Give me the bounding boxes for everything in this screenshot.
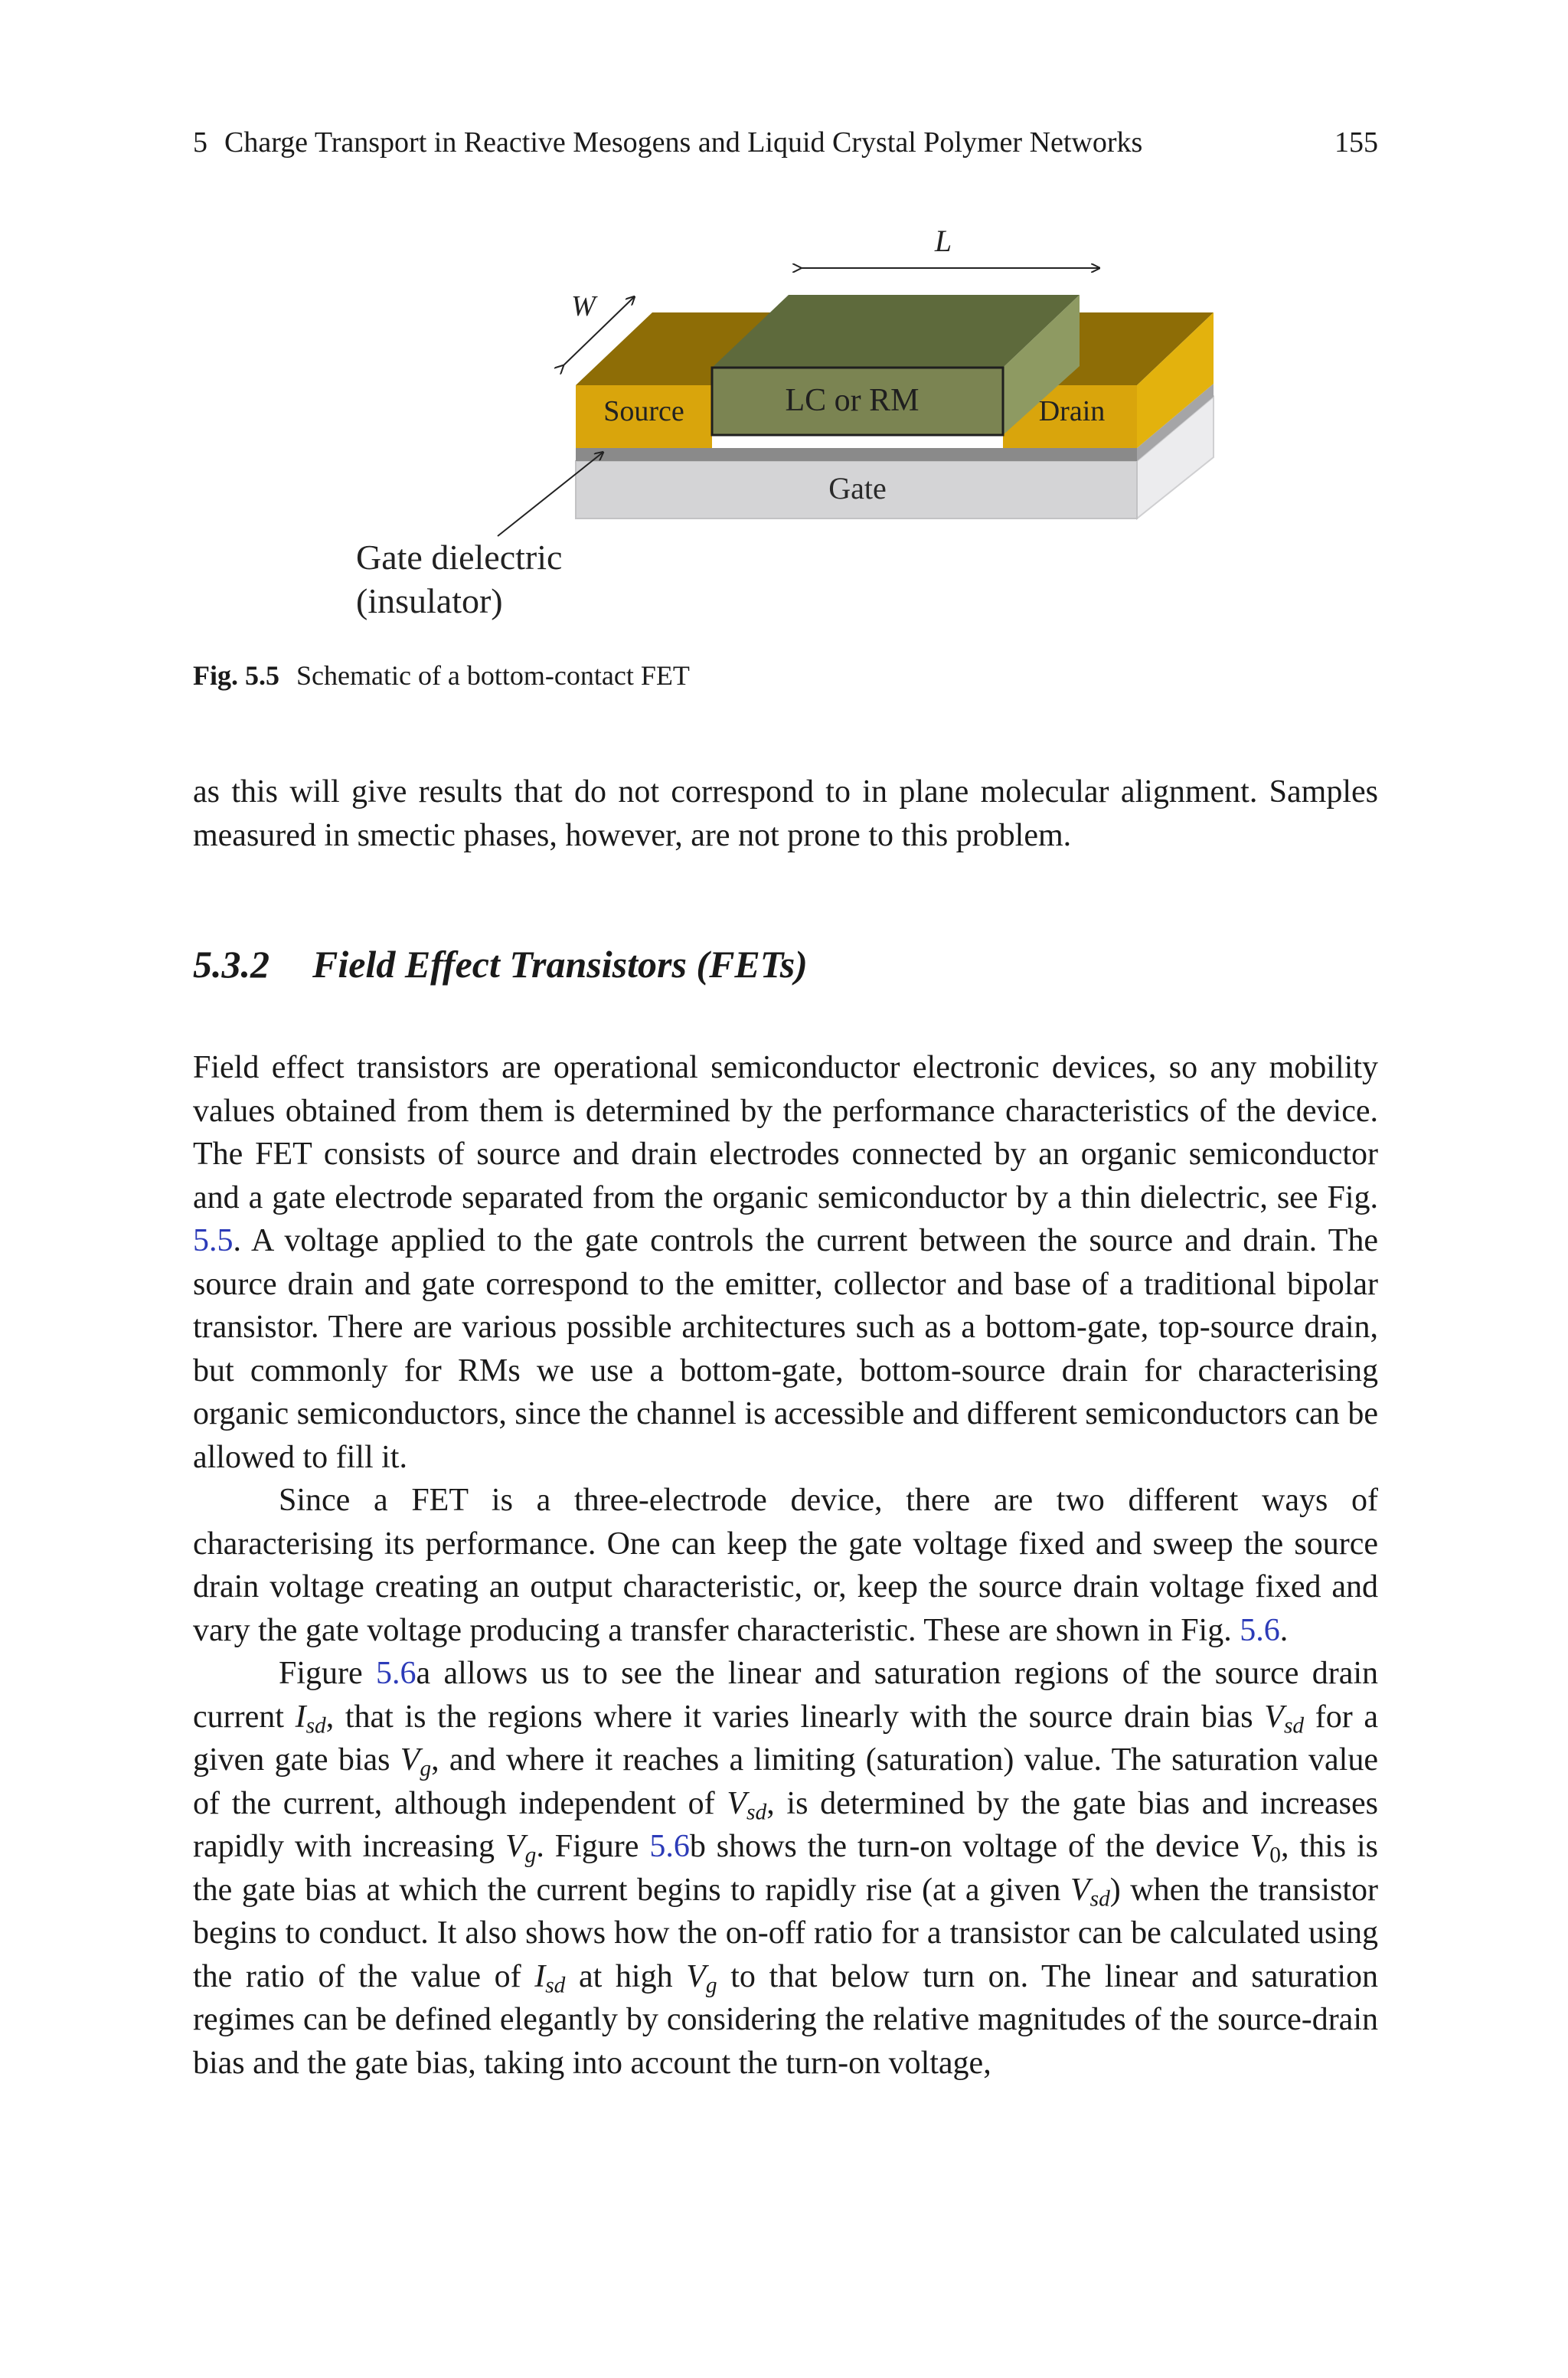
gate-dielectric	[576, 448, 1137, 461]
symbol-subscript: 0	[1269, 1843, 1281, 1868]
p3-text: a allows us to see the linear and saturation regions of the source drain current	[193, 1656, 1379, 1735]
section-number: 5.3.2	[193, 943, 270, 986]
figure-caption	[193, 659, 690, 692]
symbol-subscript: sd	[746, 1799, 767, 1824]
p3-text: , and where it reaches a limiting (saturation) value. The saturation value of the current, although independent of	[193, 1742, 1378, 1821]
p3-text: b shows the turn-on voltage of the device	[689, 1829, 1250, 1864]
p3-text: to that below turn on. The linear and saturation regimes can be defined elegantly by considering the relative magnitudes of the source-drain bias and the gate bias, taking into account the turn-on voltage,	[193, 1958, 1379, 2081]
symbol-letter: V	[1070, 1872, 1090, 1908]
symbol-vg	[686, 1958, 717, 1997]
length-label: L	[934, 224, 952, 258]
running-head	[193, 124, 1378, 161]
symbol-vg	[400, 1742, 432, 1781]
symbol-letter: I	[295, 1699, 306, 1735]
section-heading	[193, 940, 808, 988]
fig-ref-5-6[interactable]: 5.6	[1240, 1612, 1280, 1648]
symbol-isd	[534, 1958, 566, 1997]
continuation-paragraph	[193, 770, 1378, 857]
channel-label: LC or RM	[785, 383, 920, 418]
symbol-letter: V	[505, 1829, 525, 1864]
paragraph-1	[193, 1046, 1378, 1479]
p3-text: at high	[565, 1958, 687, 1994]
chapter-number: 5	[193, 126, 207, 159]
section-title: Field Effect Transistors (FETs)	[312, 943, 808, 986]
figure-fet-schematic	[337, 218, 1240, 632]
symbol-isd	[295, 1699, 326, 1738]
caption-text: Schematic of a bottom-contact FET	[296, 660, 690, 691]
p3-text: , this is the gate bias at which the current begins to rapidly rise (at a given	[193, 1829, 1379, 1908]
symbol-vg	[505, 1829, 537, 1868]
dielectric-label-line1: Gate dielectric	[356, 538, 563, 577]
p2-text-a: Since a FET is a three-electrode device, there are two different ways of characterising its performance. One can keep the gate voltage fixed and sweep the source drain voltage creating an output characteristic, or, keep the source drain voltage fixed and vary the gate voltage producing a transfer characteristic. These are shown in Fig.	[193, 1483, 1378, 1648]
paragraph-2	[193, 1479, 1378, 1652]
symbol-letter: V	[400, 1742, 420, 1778]
width-label: W	[571, 290, 596, 322]
symbol-subscript: sd	[1089, 1886, 1110, 1911]
p3-text: ) when the transistor begins to conduct. It also shows how the on-off ratio for a transistor can be calculated using the ratio of the value of	[193, 1872, 1378, 1994]
symbol-letter: I	[534, 1958, 546, 1994]
symbol-subscript: sd	[305, 1712, 326, 1738]
paragraph-3	[193, 1652, 1378, 2085]
source-label: Source	[603, 395, 684, 427]
fet-diagram	[337, 218, 1240, 632]
gate-label: Gate	[828, 471, 887, 505]
symbol-letter: V	[686, 1958, 706, 1994]
symbol-vsd	[1070, 1872, 1110, 1911]
fig-ref-5-6b[interactable]: 5.6	[649, 1829, 690, 1864]
p3-text: , is determined by the gate bias and increases rapidly with increasing	[193, 1785, 1379, 1864]
paragraph-intro: as this will give results that do not correspond to in plane molecular alignment. Samples measured in smectic phases, however, are not prone to this problem.	[193, 774, 1378, 853]
p2-text-b: .	[1279, 1612, 1289, 1648]
fig-ref-5-6a[interactable]: 5.6	[376, 1656, 416, 1691]
page-number: 155	[1334, 126, 1378, 159]
p1-text-b: . A voltage applied to the gate controls the current between the source and drain. The source drain and gate correspond to the emitter, collector and base of a traditional bipolar transistor. There are various possible architectures such as a bottom-gate, top-source drain, but commonly for RMs we use a bottom-gate, bottom-source drain for characterising organic semiconductors, since the channel is accessible and different semiconductors can be allowed to fill it.	[193, 1223, 1378, 1475]
chapter-title: Charge Transport in Reactive Mesogens and Liquid Crystal Polymer Networks	[224, 126, 1143, 159]
p1-text-a: Field effect transistors are operational semiconductor electronic devices, so any mobility values obtained from them is determined by the performance characteristics of the device. The FET consists of source and drain electrodes connected by an organic semiconductor and a gate electrode separated from the organic semiconductor by a thin dielectric, see Fig.	[193, 1050, 1378, 1215]
symbol-vsd	[727, 1785, 767, 1824]
section-body	[193, 1046, 1378, 2085]
symbol-subscript: g	[524, 1843, 537, 1868]
fig-ref-5-5[interactable]: 5.5	[193, 1223, 234, 1258]
p3-text: for a given gate bias	[193, 1699, 1378, 1778]
symbol-letter: V	[1250, 1829, 1270, 1864]
symbol-letter: V	[727, 1785, 747, 1821]
caption-label: Fig. 5.5	[193, 660, 279, 691]
p3-text: . Figure	[536, 1829, 650, 1864]
symbol-subscript: sd	[545, 1972, 566, 1997]
p3-text: , that is the regions where it varies linearly with the source drain bias	[325, 1699, 1265, 1735]
drain-label: Drain	[1038, 395, 1106, 427]
symbol-subscript: g	[420, 1756, 432, 1781]
running-head-title	[193, 124, 1142, 161]
dielectric-label-line2: (insulator)	[356, 581, 503, 620]
symbol-letter: V	[1264, 1699, 1284, 1735]
symbol-v0	[1250, 1829, 1281, 1868]
symbol-vsd	[1264, 1699, 1305, 1738]
p3-text: Figure	[279, 1656, 377, 1691]
symbol-subscript: sd	[1283, 1712, 1305, 1738]
symbol-subscript: g	[705, 1972, 717, 1997]
